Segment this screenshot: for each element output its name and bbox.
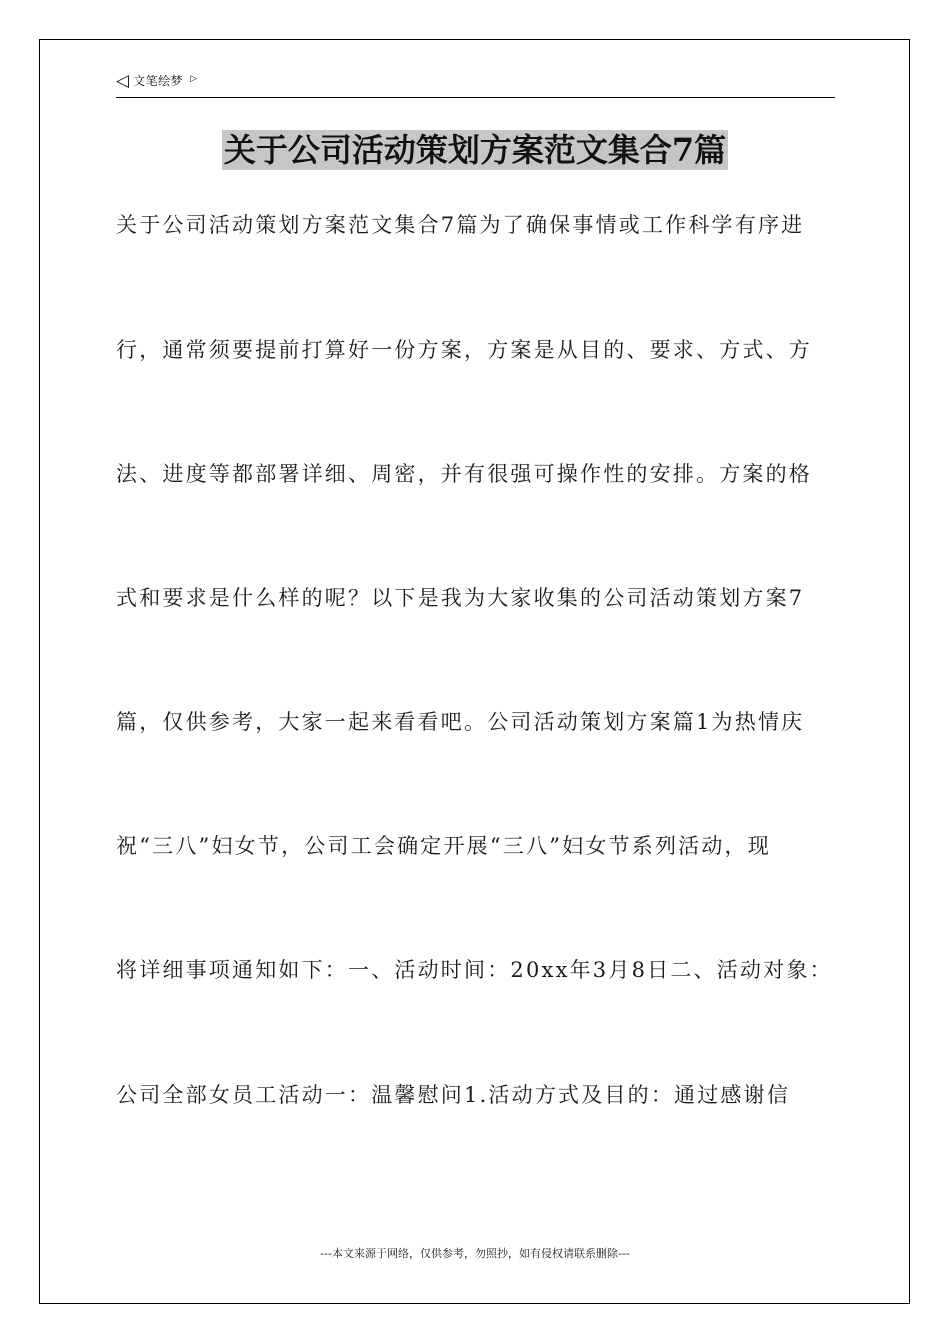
document-title: 关于公司活动策划方案范文集合7篇: [223, 131, 727, 169]
body-line-5: 篇，仅供参考，大家一起来看看吧。公司活动策划方案篇1为热情庆: [116, 710, 805, 734]
triangle-right-icon: ▷: [190, 74, 198, 84]
body-line-4: 式和要求是什么样的呢？以下是我为大家收集的公司活动策划方案7: [116, 586, 805, 610]
header-brand: 文笔绘梦: [133, 74, 184, 88]
page-header: [116, 70, 835, 98]
body-line-1: 关于公司活动策划方案范文集合7篇为了确保事情或工作科学有序进: [116, 213, 805, 237]
body-line-7: 将详细事项通知如下：一、活动时间：20xx年3月8日二、活动对象：: [116, 958, 833, 982]
body-line-2: 行，通常须要提前打算好一份方案，方案是从目的、要求、方式、方: [116, 338, 812, 362]
body-line-6: 祝“三八”妇女节，公司工会确定开展“三八”妇女节系列活动，现: [116, 834, 771, 858]
body-line-8: 公司全部女员工活动一：温馨慰问1.活动方式及目的：通过感谢信: [116, 1083, 791, 1107]
footer-disclaimer: ---本文来源于网络，仅供参考，勿照抄，如有侵权请联系删除---: [320, 1247, 630, 1260]
document-title-wrapper: [0, 130, 950, 170]
body-line-3: 法、进度等都部署详细、周密，并有很强可操作性的安排。方案的格: [116, 462, 812, 486]
triangle-left-icon: ◁: [116, 71, 130, 91]
